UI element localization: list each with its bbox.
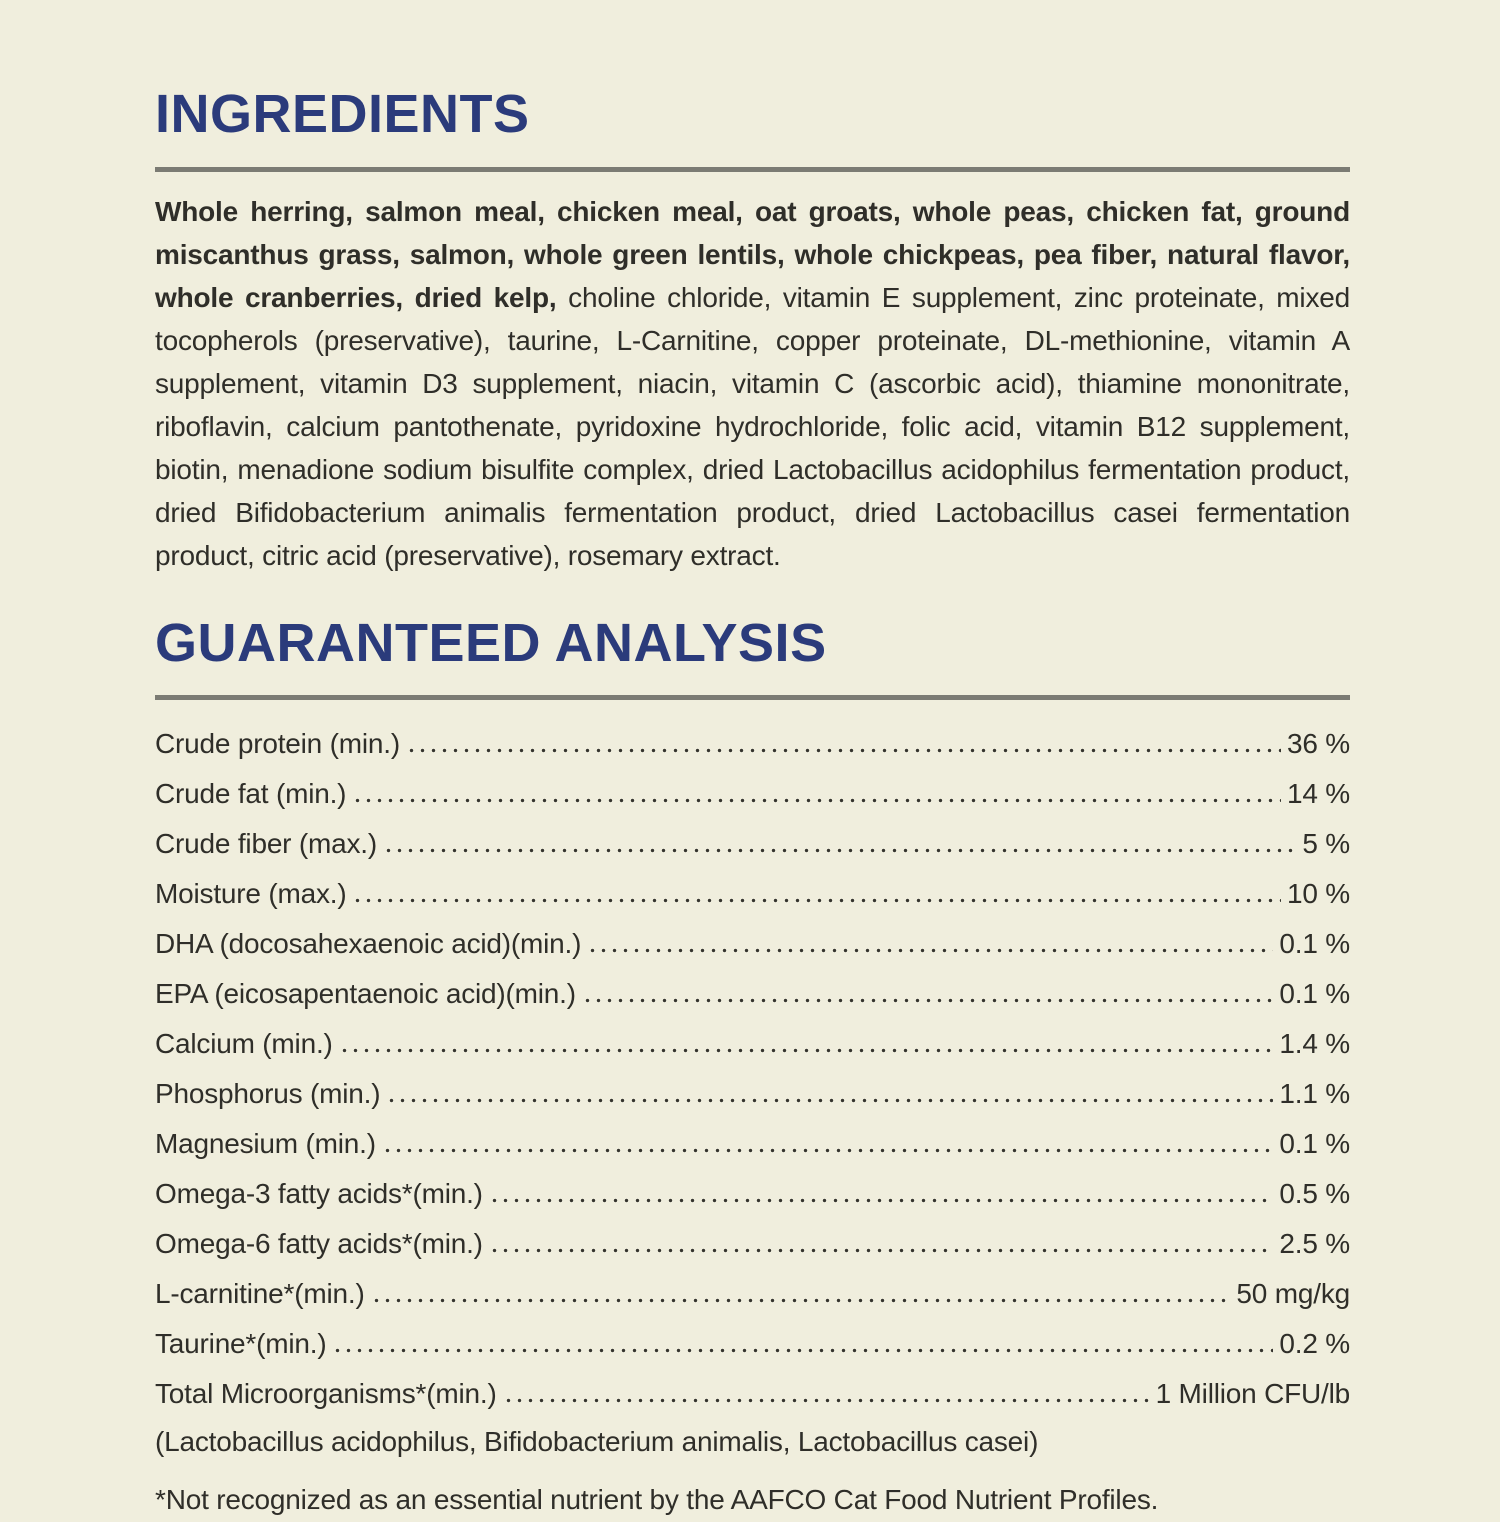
analysis-row-value: 0.1 %: [1279, 928, 1350, 960]
dot-leader: [382, 1112, 1274, 1162]
dot-leader: [352, 862, 1280, 912]
dot-leader: [383, 812, 1296, 862]
analysis-row: [155, 912, 1350, 962]
analysis-row: [155, 1262, 1350, 1312]
analysis-row-label: Crude protein (min.): [155, 728, 400, 760]
analysis-row-value: 1 Million CFU/lb: [1155, 1378, 1350, 1410]
analysis-row-label: Taurine*(min.): [155, 1328, 327, 1360]
dot-leader: [503, 1362, 1150, 1412]
analysis-row-value: 14 %: [1286, 778, 1350, 810]
analysis-row-label: L-carnitine*(min.): [155, 1278, 365, 1310]
guaranteed-analysis-rule: [155, 695, 1350, 700]
analysis-row-value: 0.1 %: [1279, 978, 1350, 1010]
analysis-row-value: 36 %: [1286, 728, 1350, 760]
analysis-row-label: DHA (docosahexaenoic acid)(min.): [155, 928, 582, 960]
analysis-row: [155, 962, 1350, 1012]
analysis-row-value: 0.1 %: [1279, 1128, 1350, 1160]
analysis-row-label: Magnesium (min.): [155, 1128, 376, 1160]
analysis-row-value: 0.5 %: [1279, 1178, 1350, 1210]
analysis-row-label: EPA (eicosapentaenoic acid)(min.): [155, 978, 576, 1010]
analysis-row-value: 0.2 %: [1279, 1328, 1350, 1360]
analysis-row-label: Omega-6 fatty acids*(min.): [155, 1228, 483, 1260]
analysis-row-label: Calcium (min.): [155, 1028, 333, 1060]
dot-leader: [332, 1312, 1273, 1362]
analysis-row-value: 2.5 %: [1279, 1228, 1350, 1260]
analysis-row: [155, 1062, 1350, 1112]
aafco-footnote: *Not recognized as an essential nutrient by the AAFCO Cat Food Nutrient Profiles.: [155, 1484, 1159, 1516]
analysis-row-value: 1.4 %: [1279, 1028, 1350, 1060]
analysis-row: [155, 1162, 1350, 1212]
dot-leader: [489, 1162, 1274, 1212]
dot-leader: [582, 962, 1274, 1012]
dot-leader: [406, 712, 1281, 762]
dot-leader: [371, 1262, 1231, 1312]
ingredients-heading: INGREDIENTS: [155, 84, 530, 144]
analysis-row-value: 10 %: [1286, 878, 1350, 910]
dot-leader: [352, 762, 1281, 812]
ingredients-rule: [155, 167, 1350, 172]
analysis-row-label: Total Microorganisms*(min.): [155, 1378, 497, 1410]
analysis-row: [155, 862, 1350, 912]
ingredients-regular-text: choline chloride, vitamin E supplement, zinc proteinate, mixed tocopherols (preservative), taurine, L-Carnitine, copper proteinate, DL-methionine, vitamin A supplement, vitamin D3 supplement, niacin, vitamin C (ascorbic acid), thiamine mononitrate, riboflavin, calcium pantothenate, pyridoxine hydrochloride, folic acid, vitamin B12 supplement, biotin, menadione sodium bisulfite complex, dried Lactobacillus acidophilus fermentation product, dried Bifidobacterium animalis fermentation product, dried Lactobacillus casei fermentation product, citric acid (preservative), rosemary extract.: [155, 281, 1350, 571]
analysis-row-value: 50 mg/kg: [1236, 1278, 1350, 1310]
label-content: [155, 0, 1350, 1522]
analysis-row-label: Crude fat (min.): [155, 778, 347, 810]
analysis-row-label: Omega-3 fatty acids*(min.): [155, 1178, 483, 1210]
dot-leader: [587, 912, 1273, 962]
microorganisms-note: (Lactobacillus acidophilus, Bifidobacterium animalis, Lactobacillus casei): [155, 1426, 1039, 1458]
analysis-row-label: Crude fiber (max.): [155, 828, 378, 860]
analysis-row: [155, 1362, 1350, 1412]
dot-leader: [386, 1062, 1273, 1112]
ingredients-bold-text: Whole herring, salmon meal, chicken meal, oat groats, whole peas, chicken fat, ground miscanthus grass, salmon, whole green lentils, whole chickpeas, pea fiber, natural flavor, whole cranberries, dried kelp,: [155, 195, 1350, 313]
analysis-row-value: 1.1 %: [1279, 1078, 1350, 1110]
guaranteed-analysis-heading: GUARANTEED ANALYSIS: [155, 612, 827, 673]
analysis-row: [155, 1012, 1350, 1062]
dot-leader: [339, 1012, 1274, 1062]
analysis-row: [155, 1112, 1350, 1162]
analysis-row-value: 5 %: [1302, 828, 1350, 860]
analysis-row-label: Phosphorus (min.): [155, 1078, 381, 1110]
ingredients-section: [155, 86, 1350, 577]
analysis-row: [155, 712, 1350, 762]
analysis-row: [155, 1312, 1350, 1362]
analysis-row: [155, 762, 1350, 812]
ingredients-paragraph: [155, 190, 1350, 577]
analysis-row-label: Moisture (max.): [155, 878, 347, 910]
analysis-row: [155, 1212, 1350, 1262]
analysis-rows: [155, 712, 1350, 1412]
dot-leader: [489, 1212, 1274, 1262]
guaranteed-analysis-section: [155, 612, 1350, 1522]
analysis-row: [155, 812, 1350, 862]
